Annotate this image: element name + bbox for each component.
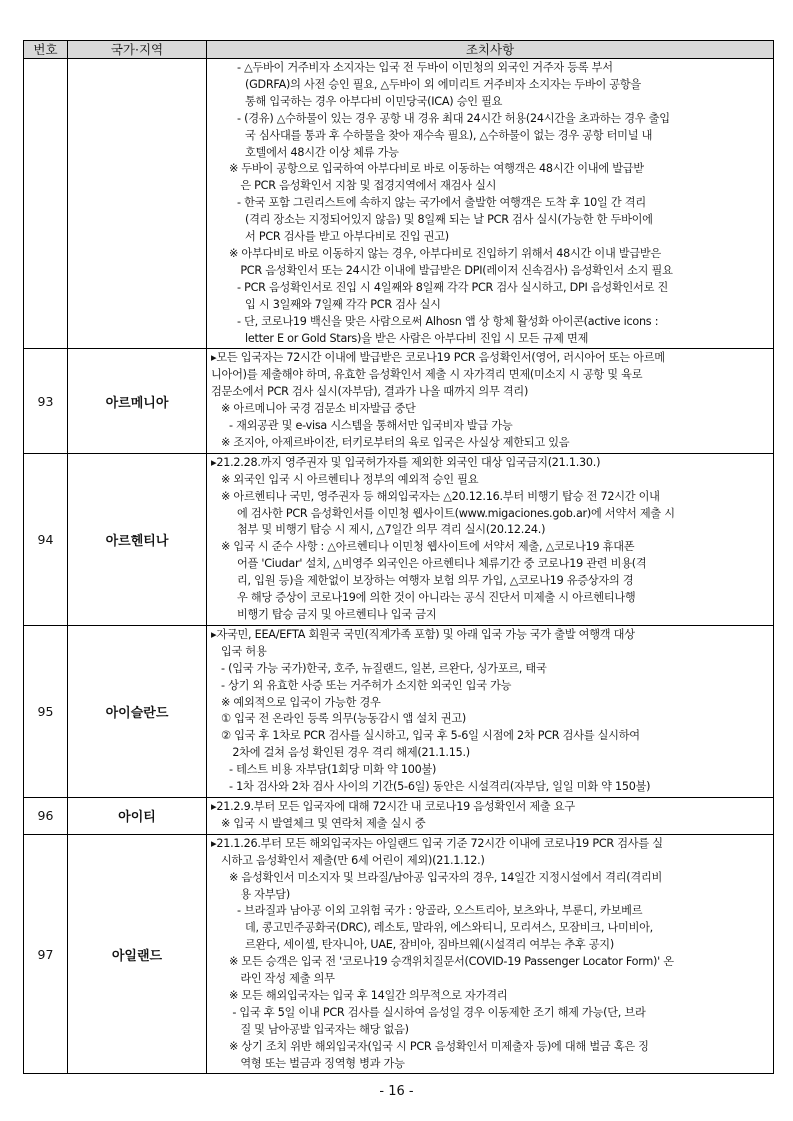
measure-line: PCR 음성확인서 또는 24시간 이내에 발급받은 DPI(레이저 신속검사) 음성확인서 소지 필요: [237, 263, 673, 277]
measure-line: ※ 두바이 공항으로 입국하여 아부다비로 바로 이동하는 여행객은 48시간 이내에 발급받: [229, 162, 644, 176]
measure-line: ① 입국 전 온라인 등록 의무(능동감시 앱 설치 권고): [221, 712, 467, 726]
table-row: [24, 834, 774, 1074]
measure-line: - 상기 외 유효한 사증 또는 거주허가 소지한 외국인 입국 가능: [221, 678, 512, 692]
measures-cell: [207, 453, 774, 625]
measure-line: 통해 입국하는 경우 아부다비 이민당국(ICA) 승인 필요: [245, 94, 503, 108]
header-number: 번호: [24, 41, 68, 59]
measure-line: ※ 입국 시 발열체크 및 연락처 제출 실시 중: [221, 816, 426, 830]
row-number: 93: [24, 349, 68, 453]
measure-line: 첨부 및 비행기 탑승 시 제시, △7일간 의무 격리 실시(20.12.24.): [237, 523, 546, 537]
measure-line: - PCR 음성확인서로 진입 시 4일째와 8일째 각각 PCR 검사 실시하고, DPI 음성확인서로 진: [237, 280, 669, 294]
row-number: [24, 59, 68, 349]
document-page: [23, 40, 773, 1074]
measure-line: - (입국 가능 국가)한국, 호주, 뉴질랜드, 일본, 르완다, 싱가포르, 태국: [221, 661, 547, 675]
page-number: - 16 -: [379, 1084, 414, 1099]
measure-line: 라인 작성 제출 의무: [237, 972, 335, 986]
country-name: 아일랜드: [68, 834, 207, 1074]
measure-line: 서 PCR 검사를 받고 아부다비로 진입 권고): [245, 230, 449, 244]
country-name: 아르헨티나: [68, 453, 207, 625]
table-row: [24, 349, 774, 453]
country-name: [68, 59, 207, 349]
measure-line: ▸21.2.9.부터 모든 입국자에 대해 72시간 내 코로나19 음성확인서 제출 요구: [211, 799, 575, 813]
measure-line: ※ 아르헨티나 국민, 영주권자 등 해외입국자는 △20.12.16.부터 비행기 탑승 전 72시간 이내: [221, 489, 660, 503]
table-row: [24, 453, 774, 625]
row-number: 96: [24, 797, 68, 834]
measure-line: 시하고 음성확인서 제출(만 6세 어린이 제외)(21.1.12.): [221, 853, 485, 867]
measures-cell: [207, 625, 774, 797]
measure-line: 검문소에서 PCR 검사 실시(자부담), 결과가 나올 때까지 의무 격리): [211, 385, 529, 399]
measure-line: - 단, 코로나19 백신을 맞은 사람으로써 Alhosn 앱 상 항체 활성화 아이콘(active icons :: [237, 314, 659, 328]
measures-cell: [207, 59, 774, 349]
measures-cell: [207, 349, 774, 453]
measure-line: - 재외공관 및 e-visa 시스템을 통해서만 입국비자 발급 가능: [229, 419, 513, 433]
measure-line: ※ 상기 조치 위반 해외입국자(입국 시 PCR 음성확인서 미제출자 등)에 대해 벌금 혹은 징: [229, 1039, 649, 1053]
measure-line: ※ 아부다비로 바로 이동하지 않는 경우, 아부다비로 진입하기 위해서 48시간 이내 발급받은: [229, 246, 662, 260]
measure-line: 르완다, 세이셸, 탄자니아, UAE, 잠비아, 짐바브웨(시설격리 여부는 추후 공지): [245, 938, 614, 952]
measure-line: 국 심사대를 통과 후 수하물을 찾아 재수속 필요), △수하물이 없는 경우 공항 터미널 내: [245, 128, 653, 142]
measure-line: ※ 예외적으로 입국이 가능한 경우: [221, 695, 381, 709]
measure-line: 질 및 남아공발 입국자는 해당 없음): [237, 1022, 409, 1036]
measure-line: 은 PCR 음성확인서 지참 및 접경지역에서 재검사 실시: [237, 179, 497, 193]
measure-line: 호텔에서 48시간 이상 체류 가능: [245, 145, 399, 159]
measure-line: 니아어)를 제출해야 하며, 유효한 음성확인서 제출 시 자가격리 면제(미소지 시 공항 및 육로: [211, 368, 643, 382]
measure-line: ▸21.1.26.부터 모든 해외입국자는 아일랜드 입국 기준 72시간 이내에 코로나19 PCR 검사를 실: [211, 836, 663, 850]
measure-line: ※ 모든 승객은 입국 전 '코로나19 승객위치질문서(COVID-19 Passenger Locator Form)' 온: [229, 955, 674, 969]
measure-line: ※ 조지아, 아제르바이잔, 터키로부터의 육로 입국은 사실상 제한되고 있음: [221, 435, 570, 449]
measure-line: letter E or Gold Stars)을 받은 사람은 아부다비 진입 시 모든 규제 면제: [245, 331, 589, 345]
measure-line: ※ 외국인 입국 시 아르헨티나 정부의 예외적 승인 필요: [221, 472, 479, 486]
measures-cell: [207, 797, 774, 834]
country-name: 아이슬란드: [68, 625, 207, 797]
table-header-row: [24, 41, 774, 59]
measure-line: - (경유) △수하물이 있는 경우 공항 내 경유 최대 24시간 허용(24시간을 초과하는 경우 출입: [237, 111, 670, 125]
measure-line: - 한국 포함 그린리스트에 속하지 않는 국가에서 출발한 여행객은 도착 후 10일 간 격리: [237, 196, 646, 210]
measure-line: ② 입국 후 1차로 PCR 검사를 실시하고, 입국 후 5-6일 시점에 2차 PCR 검사를 실시하여: [221, 729, 640, 743]
country-name: 아르메니아: [68, 349, 207, 453]
measure-line: - 테스트 비용 자부담(1회당 미화 약 100불): [229, 763, 437, 777]
measure-line: (격리 장소는 지정되어있지 않음) 및 8일째 되는 날 PCR 검사 실시(가능한 한 두바이에: [245, 213, 653, 227]
measure-line: ▸모든 입국자는 72시간 이내에 발급받은 코로나19 PCR 음성확인서(영어, 러시아어 또는 아르메: [211, 351, 665, 365]
header-country: 국가·지역: [68, 41, 207, 59]
table-row: [24, 625, 774, 797]
measure-line: - 1차 검사와 2차 검사 사이의 기간(5-6일) 동안은 시설격리(자부담, 일일 미화 약 150불): [229, 780, 651, 794]
measure-line: ※ 아르메니아 국경 검문소 비자발급 중단: [221, 402, 416, 416]
measure-line: 비행기 탑승 금지 및 아르헨티나 입국 금지: [237, 608, 437, 621]
measure-line: 우 해당 증상이 코로나19에 의한 것이 아니라는 공식 진단서 미제출 시 아르헨티나행: [237, 591, 636, 605]
measure-line: ※ 음성확인서 미소지자 및 브라질/남아공 입국자의 경우, 14일간 지정시설에서 격리(격리비: [229, 870, 663, 884]
table-row: [24, 797, 774, 834]
measure-line: (GDRFA)의 사전 승인 필요, △두바이 외 에미리트 거주비자 소지자는 두바이 공항을: [245, 77, 641, 91]
measure-line: - 브라질과 남아공 이외 고위험 국가 : 앙골라, 오스트리아, 보츠와나, 부룬디, 카보베르: [237, 904, 643, 918]
row-number: 97: [24, 834, 68, 1074]
measure-line: 입국 허용: [221, 644, 267, 658]
measure-line: - △두바이 거주비자 소지자는 입국 전 두바이 이민청의 외국인 거주자 등록 부서: [237, 61, 613, 74]
row-number: 95: [24, 625, 68, 797]
measure-line: 어플 'Ciudar' 설치, △비영주 외국인은 아르헨티나 체류기간 중 코로나19 관련 비용(격: [237, 557, 647, 571]
measure-line: ▸21.2.28.까지 영주권자 및 입국허가자를 제외한 외국인 대상 입국금지(21.1.30.): [211, 455, 601, 469]
country-name: 아이티: [68, 797, 207, 834]
measure-line: 에 검사한 PCR 음성확인서를 이민청 웹사이트(www.migaciones.gob.ar)에 서약서 제출 시: [237, 506, 675, 520]
measure-line: ※ 모든 해외입국자는 입국 후 14일간 의무적으로 자가격리: [229, 988, 508, 1002]
measure-line: 데, 콩고민주공화국(DRC), 레소토, 말라위, 에스와티니, 모리셔스, 모잠비크, 나미비아,: [245, 921, 653, 935]
measure-line: 용 자부담): [237, 887, 290, 901]
table-row: [24, 59, 774, 349]
measures-cell: [207, 834, 774, 1074]
measure-line: 역형 또는 벌금과 징역형 병과 가능: [237, 1056, 405, 1070]
measure-line: - 입국 후 5일 이내 PCR 검사를 실시하여 음성일 경우 이동제한 조기 해제 가능(단, 브라: [229, 1005, 646, 1019]
row-number: 94: [24, 453, 68, 625]
measure-line: 입 시 3일째와 7일째 각각 PCR 검사 실시: [245, 297, 441, 311]
measures-table: [23, 40, 774, 1074]
measure-line: ※ 입국 시 준수 사항 : △아르헨티나 이민청 웹사이트에 서약서 제출, △코로나19 휴대폰: [221, 540, 635, 554]
measure-line: 2차에 걸쳐 음성 확인된 경우 격리 해제(21.1.15.): [229, 746, 470, 760]
header-measures: 조치사항: [207, 41, 774, 59]
measure-line: 리, 입원 등)을 제한없이 보장하는 여행자 보험 의무 가입, △코로나19 유증상자의 경: [237, 574, 634, 588]
measure-line: ▸자국민, EEA/EFTA 회원국 국민(직계가족 포함) 및 아래 입국 가능 국가 출발 여행객 대상: [211, 627, 635, 641]
